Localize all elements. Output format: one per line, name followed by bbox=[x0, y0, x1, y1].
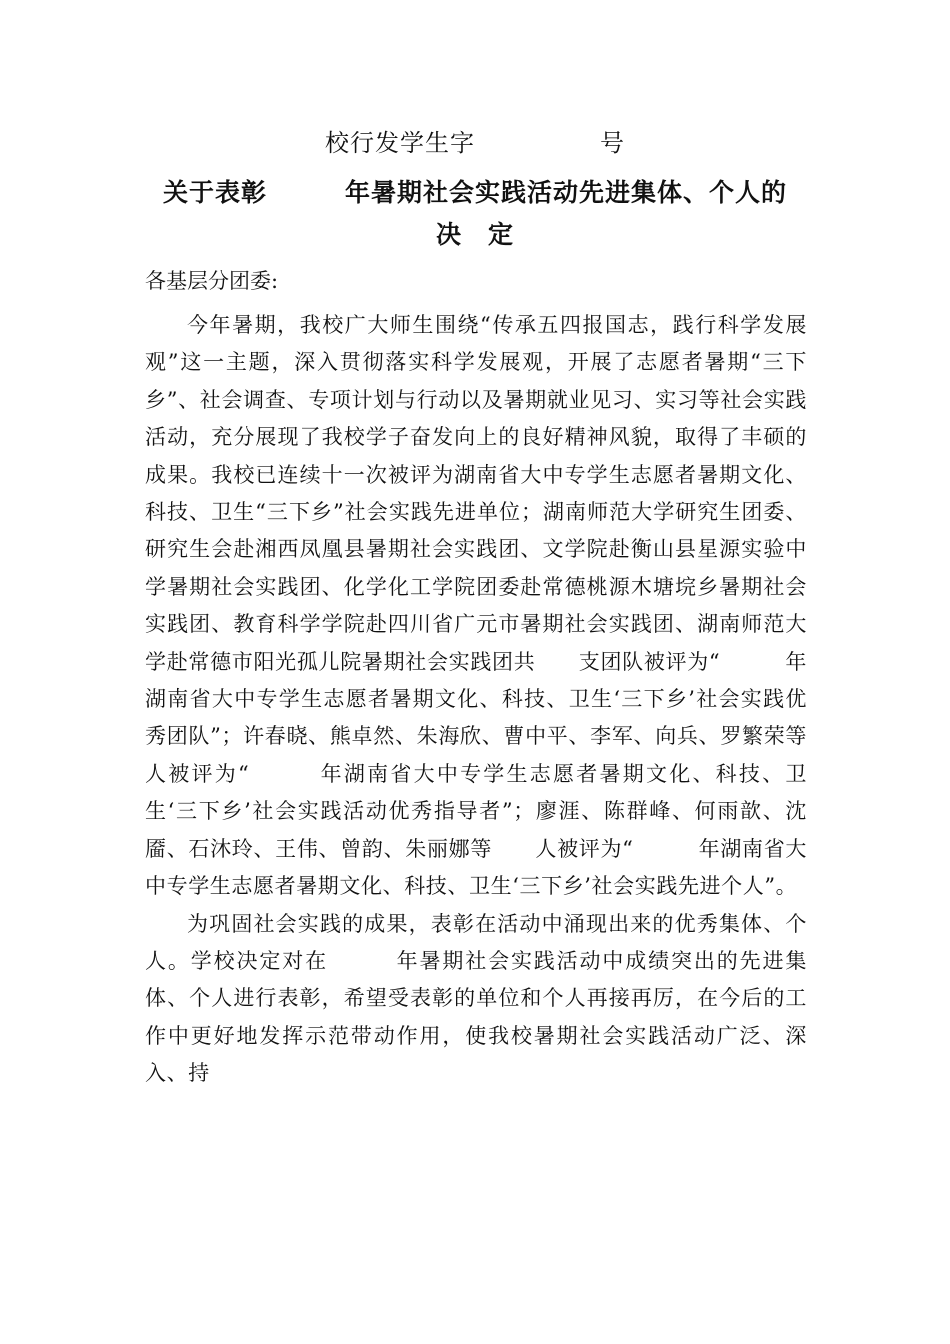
salutation: 各基层分团委: bbox=[145, 269, 279, 293]
document-body bbox=[145, 307, 851, 1093]
document-title bbox=[120, 172, 830, 256]
document-number: 校行发学生字 号 bbox=[325, 129, 625, 157]
paragraph-1: 今年暑期，我校广大师生围绕“传承五四报国志，践行科学发展观”这一主题，深入贯彻落实科学发展观，开展了志愿者暑期“三下乡”、社会调查、专项计划与行动以及暑期就业见习、实习等社会实践活动，充分展现了我校学子奋发向上的良好精神风貌，取得了丰硕的成果。我校已连续十一次被评为湖南省大中专学生志愿者暑期文化、科技、卫生“三下乡”社会实践先进单位；湖南师范大学研究生团委、研究生会赴湘西凤凰县暑期社会实践团、文学院赴衡山县星源实验中学暑期社会实践团、化学化工学院团委赴常德桃源木塘垸乡暑期社会实践团、教育科学学院赴四川省广元市暑期社会实践团、湖南师范大学赴常德市阳光孤儿院暑期社会实践团共 支团队被评为“ 年湖南省大中专学生志愿者暑期文化、科技、卫生‘三下乡’社会实践优秀团队”；许春晓、熊卓然、朱海欣、曹中平、李军、向兵、罗繁荣等 人被评为“ 年湖南省大中专学生志愿者暑期文化、科技、卫生‘三下乡’社会实践活动优秀指导者”；廖涯、陈群峰、何雨歆、沈靥、石沐玲、王伟、曾韵、朱丽娜等 人被评为“ 年湖南省大中专学生志愿者暑期文化、科技、卫生‘三下乡’社会实践先进个人”。 bbox=[145, 313, 851, 899]
paragraph-2: 为巩固社会实践的成果，表彰在活动中涌现出来的优秀集体、个人。学校决定对在 年暑期社会实践活动中成绩突出的先进集体、个人进行表彰，希望受表彰的单位和个人再接再厉，在今后的工作中更好地发挥示范带动作用，使我校暑期社会实践活动广泛、深入、持 bbox=[145, 911, 807, 1086]
title-line-1: 关于表彰 年暑期社会实践活动先进集体、个人的 bbox=[162, 178, 787, 207]
title-line-2: 决 定 bbox=[435, 220, 514, 249]
